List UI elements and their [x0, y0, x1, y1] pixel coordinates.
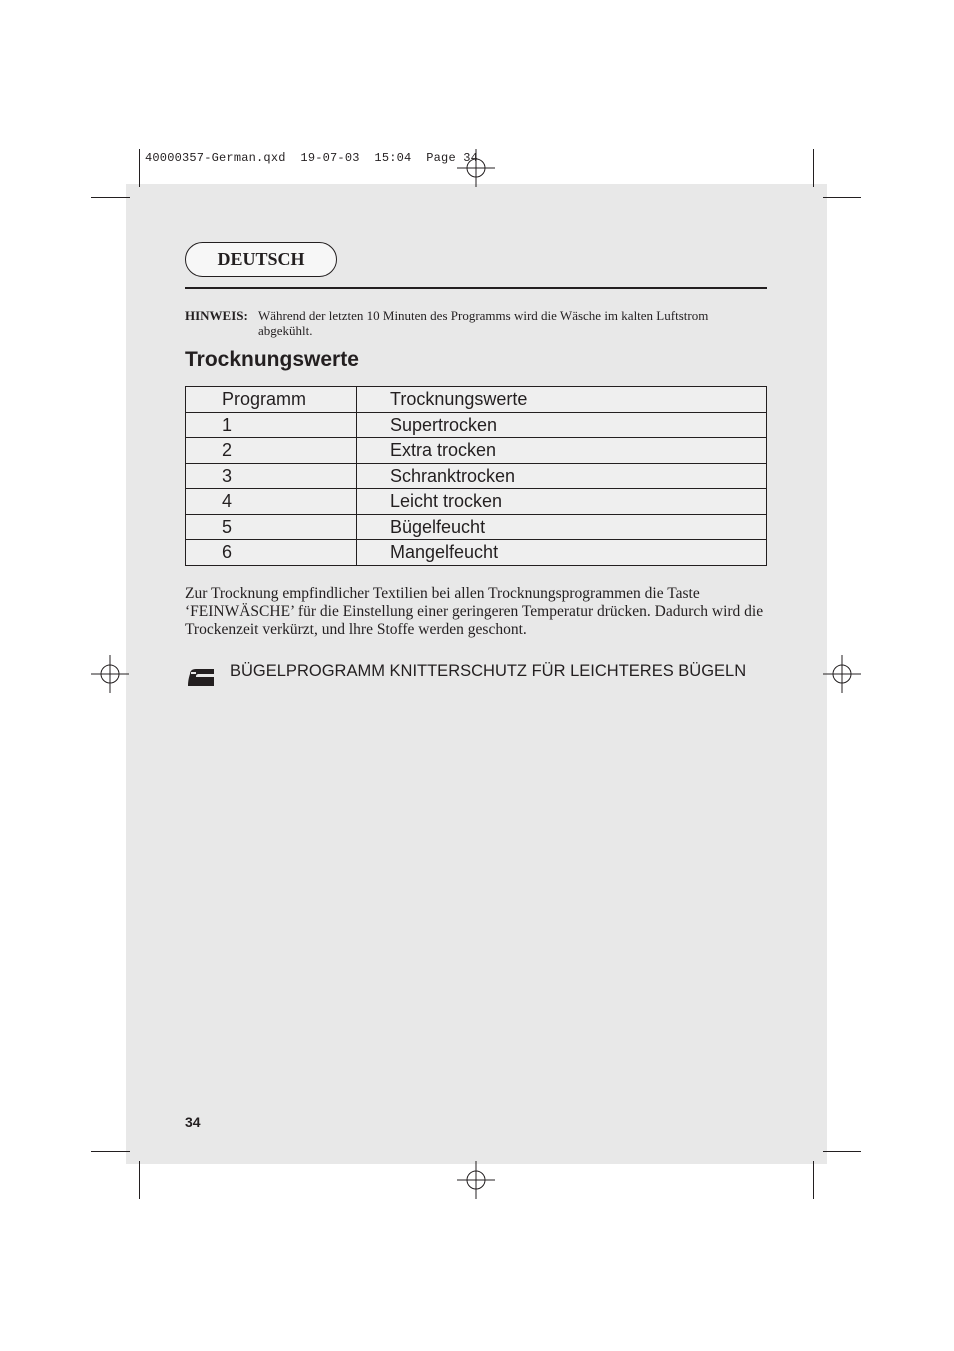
table-cell-program: 1 [186, 412, 357, 438]
table-row [186, 489, 767, 515]
crop-mark [91, 1151, 130, 1152]
registration-mark-icon [457, 149, 495, 187]
table-cell-program: 4 [186, 489, 357, 515]
table-cell-value: Schranktrocken [357, 463, 767, 489]
table-header-row [186, 387, 767, 413]
table-row [186, 540, 767, 566]
table-row [186, 463, 767, 489]
crop-mark [813, 1161, 814, 1199]
table-header: Trocknungswerte [357, 387, 767, 413]
table-cell-value: Supertrocken [357, 412, 767, 438]
table-cell-value: Bügelfeucht [357, 514, 767, 540]
table-row [186, 412, 767, 438]
language-tab: DEUTSCH [185, 242, 337, 277]
table-cell-value: Extra trocken [357, 438, 767, 464]
table-cell-value: Mangelfeucht [357, 540, 767, 566]
note-label: HINWEIS: [185, 308, 248, 323]
crop-mark [139, 1161, 140, 1199]
ironing-program-text: BÜGELPROGRAMM KNITTERSCHUTZ FÜR LEICHTERES BÜGELN [230, 662, 747, 680]
crop-mark [823, 197, 861, 198]
table-cell-value: Leicht trocken [357, 489, 767, 515]
table-row [186, 514, 767, 540]
registration-mark-icon [457, 1161, 495, 1199]
crop-mark [91, 197, 130, 198]
table-cell-program: 3 [186, 463, 357, 489]
crop-mark [813, 149, 814, 187]
header-rule [185, 287, 767, 289]
printer-slug: 40000357-German.qxd 19-07-03 15:04 Page 34 [145, 151, 479, 165]
section-title: Trocknungswerte [185, 348, 359, 371]
note-text: Während der letzten 10 Minuten des Programms wird die Wäsche im kalten Luftstrom abgekühlt. [258, 308, 709, 338]
table-cell-program: 2 [186, 438, 357, 464]
table-row [186, 438, 767, 464]
table-cell-program: 6 [186, 540, 357, 566]
crop-mark [823, 1151, 861, 1152]
registration-mark-icon [91, 655, 129, 693]
registration-mark-icon [823, 655, 861, 693]
drying-values-table [185, 386, 767, 566]
body-paragraph: Zur Trocknung empfindlicher Textilien bei allen Trocknungsprogrammen die Taste ‘FEINWÄSCHE’ für die Einstellung einer geringeren Temperatur drücken. Dadurch wird die Trockenzeit verkürzt, und lhre Stoffe werden geschont. [185, 585, 764, 638]
page-number: 34 [185, 1114, 201, 1130]
table-header: Programm [186, 387, 357, 413]
table-cell-program: 5 [186, 514, 357, 540]
crop-mark [139, 149, 140, 187]
iron-icon [187, 666, 215, 688]
